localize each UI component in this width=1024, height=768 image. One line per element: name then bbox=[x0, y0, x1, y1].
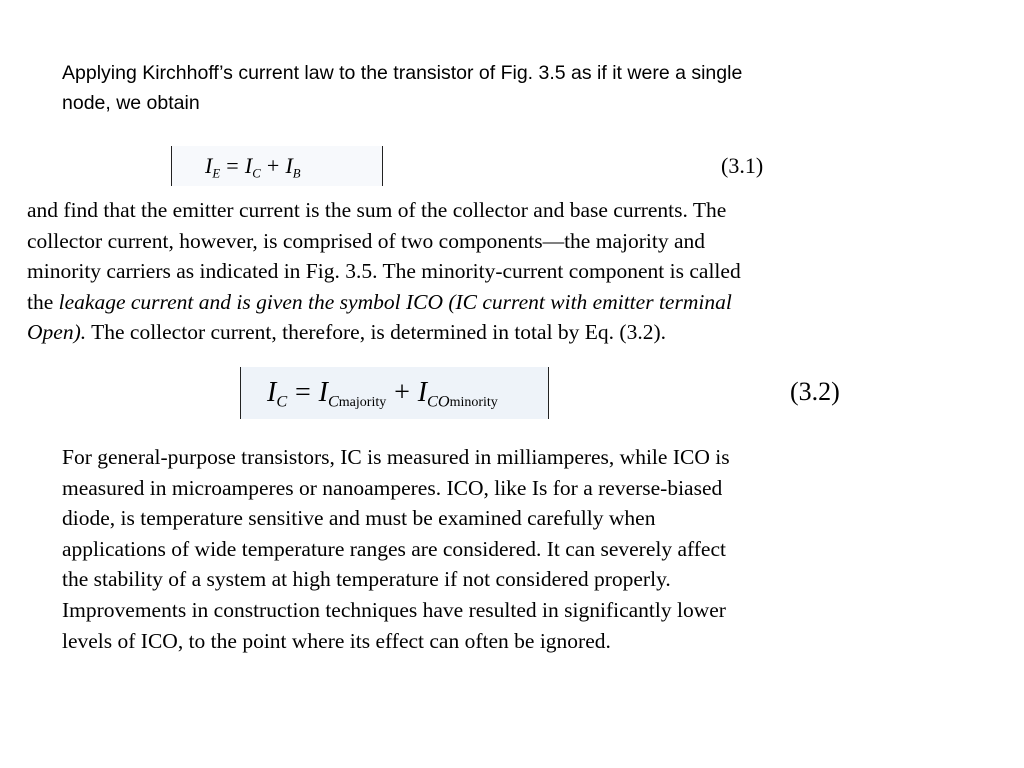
eq1-plus: + bbox=[266, 153, 280, 178]
intro-line-1: Applying Kirchhoff’s current law to the transistor of Fig. 3.5 as if it were a single bbox=[62, 62, 743, 84]
paragraph-1 bbox=[27, 195, 907, 348]
eq1-term-collector: $I_C$ bbox=[244, 153, 261, 181]
para1-line-3: minority carriers as indicated in Fig. 3.5. The minority-current component is called bbox=[27, 259, 741, 284]
open-italic: Open). bbox=[27, 320, 87, 345]
para2-line: levels of ICO, to the point where its effect can often be ignored. bbox=[62, 628, 611, 653]
para2-line: measured in microamperes or nanoamperes. ICO, like Is for a reverse-biased bbox=[62, 475, 723, 500]
para1-line-5: Open). The collector current, therefore, is determined in total by Eq. (3.2). bbox=[27, 320, 667, 345]
eq1-equals: = bbox=[226, 153, 239, 178]
para2-line: the stability of a system at high temperature if not considered properly. bbox=[62, 567, 671, 592]
para2-line: diode, is temperature sensitive and must be examined carefully when bbox=[62, 506, 656, 531]
eq2-equals: = bbox=[295, 377, 311, 408]
eq2-lhs: $I_C$ bbox=[267, 377, 288, 411]
eq1-lhs: $I_E$ bbox=[205, 153, 221, 181]
equation-3-1 bbox=[171, 146, 383, 186]
para2-line: For general-purpose transistors, IC is measured in milliamperes, while ICO is bbox=[62, 445, 730, 469]
leakage-current-italic: leakage current and is given the symbol ICO (IC current with emitter terminal bbox=[58, 289, 732, 314]
eq2-term-majority: $I_{Cmajority}$ bbox=[318, 377, 387, 411]
para1-line-1: and find that the emitter current is the sum of the collector and base currents. The bbox=[27, 198, 727, 222]
eq1-term-base: $I_B$ bbox=[285, 153, 301, 181]
para2-line: applications of wide temperature ranges are considered. It can severely affect bbox=[62, 536, 726, 561]
paragraph-2 bbox=[62, 442, 892, 656]
para1-line-4: the leakage current and is given the symbol ICO (IC current with emitter terminal bbox=[27, 289, 732, 314]
eq2-plus: + bbox=[394, 377, 410, 408]
equation-number-3-2: (3.2) bbox=[790, 377, 840, 406]
para2-line: Improvements in construction techniques have resulted in significantly lower bbox=[62, 597, 726, 622]
para1-line-2: collector current, however, is comprised of two components—the majority and bbox=[27, 228, 705, 253]
intro-line-2: node, we obtain bbox=[62, 92, 200, 114]
equation-3-2 bbox=[240, 367, 549, 419]
equation-number-3-1: (3.1) bbox=[721, 153, 764, 178]
intro-text bbox=[62, 58, 922, 118]
eq2-term-minority: $I_{COminority}$ bbox=[417, 377, 498, 411]
